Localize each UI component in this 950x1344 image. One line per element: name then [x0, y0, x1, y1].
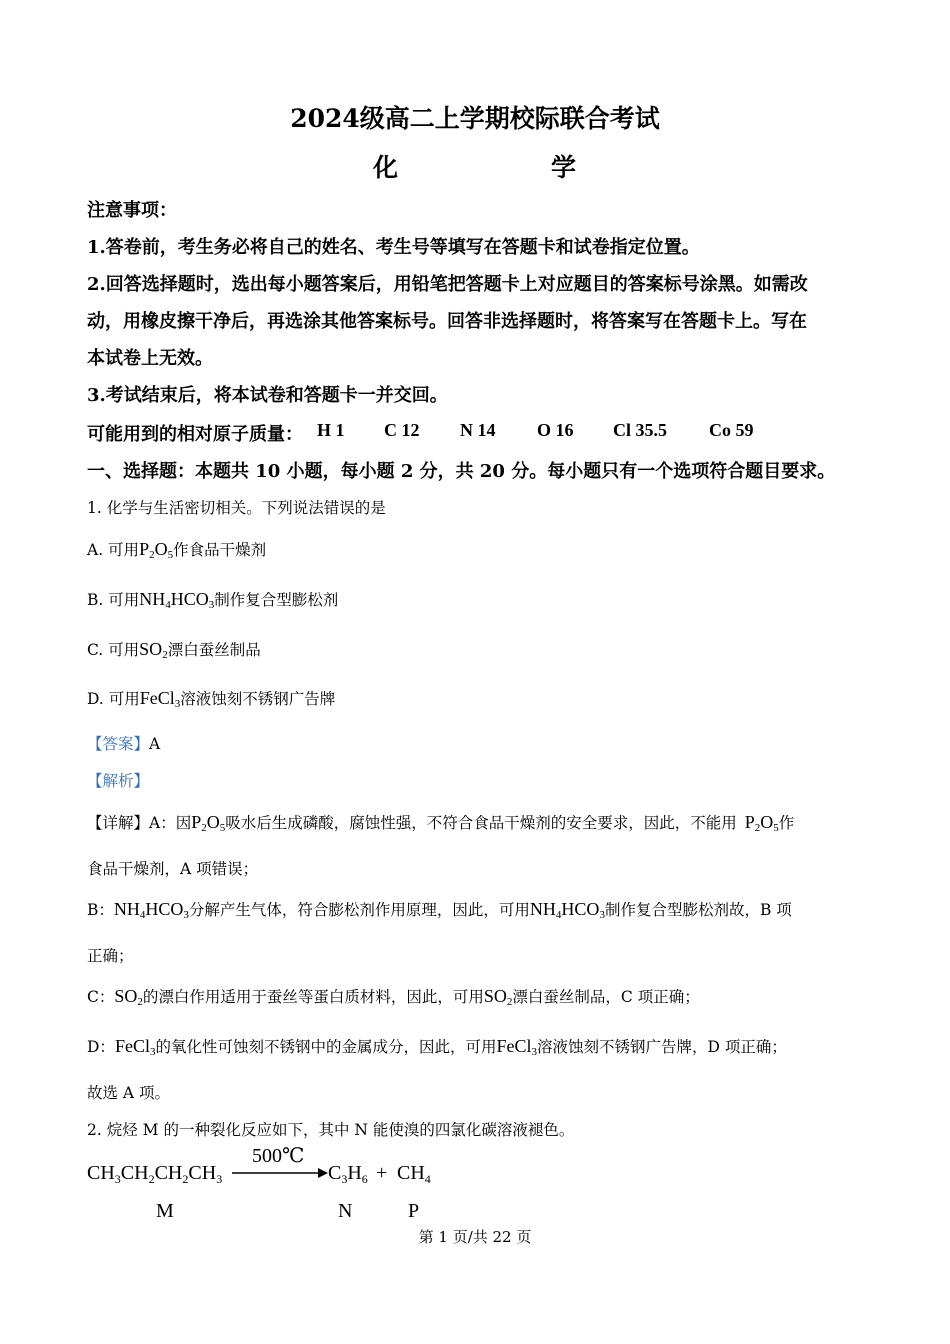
atomic-mass-c: C 12 [384, 420, 420, 440]
q1-option-c: C. 可用$SO_2$漂白蚕丝制品 [87, 639, 261, 661]
detail-a-line-1: 【详解】A：因$P_2O_5$吸水后生成磷酸，腐蚀性强，不符合食品干燥剂的安全要求，因此，不能用 $P_2O_5$作 [87, 812, 795, 834]
fecl3-formula: FeCl$_3$ [139, 688, 181, 710]
p2o5-formula: $P_2O_5$ [139, 539, 174, 561]
atomic-mass-o: O 16 [537, 420, 574, 440]
atomic-mass-cl: Cl 35.5 [613, 420, 667, 440]
notice-item-3: 3.考试结束后，将本试卷和答题卡一并交回。 [87, 385, 448, 406]
label-m: M [156, 1200, 174, 1222]
atomic-mass-label: 可能用到的相对原子质量： [87, 424, 303, 445]
exam-title: 2024级高二上学期校际联合考试 [290, 104, 660, 133]
label-n: N [338, 1200, 353, 1222]
product-methane: $CH_4$ [397, 1162, 431, 1186]
reactant-butane: $CH_3CH_2CH_2CH_3$ [87, 1162, 223, 1186]
product-propene: $C_3H_6$ [328, 1162, 368, 1186]
detail-label: 【详解】 [87, 814, 150, 832]
atomic-mass-n: N 14 [460, 420, 496, 440]
detail-c: C：$SO_2$的漂白作用适用于蚕丝等蛋白质材料，因此，可用$SO_2$漂白蚕丝制品，C 项正确； [87, 986, 700, 1008]
q1-answer [87, 732, 160, 754]
atomic-mass-h: H 1 [317, 420, 345, 440]
detail-d: D：FeCl$_3$的氧化性可蚀刻不锈钢中的金属成分，因此，可用FeCl$_3$溶液蚀刻不锈钢广告牌，D 项正确； [87, 1036, 787, 1058]
q1-option-d: D. 可用FeCl$_3$溶液蚀刻不锈钢广告牌 [87, 688, 336, 710]
answer-value: A [149, 735, 161, 753]
notice-item-2-line-2: 动，用橡皮擦干净后，再选涂其他答案标号。回答非选择题时，将答案写在答题卡上。写在 [87, 311, 807, 332]
q1-stem: 1. 化学与生活密切相关。下列说法错误的是 [87, 499, 386, 517]
so2-formula: $SO_2$ [139, 639, 168, 661]
label-p: P [408, 1200, 420, 1222]
analysis-label: 【解析】 [87, 772, 150, 790]
plus-sign: + [376, 1162, 388, 1184]
page-number: 第 1 页/共 22 页 [418, 1228, 532, 1246]
notice-item-2-line-3: 本试卷上无效。 [87, 348, 213, 369]
notice-heading: 注意事项： [87, 200, 177, 221]
notice-item-1: 1.答卷前，考生务必将自己的姓名、考生号等填写在答题卡和试卷指定位置。 [87, 237, 700, 258]
detail-a-line-2: 食品干燥剂，A 项错误； [87, 860, 259, 878]
atomic-mass-co: Co 59 [709, 420, 754, 440]
reaction-arrow-icon [232, 1166, 328, 1180]
subject-char-2: 学 [551, 153, 577, 182]
notice-item-2-line-1: 2.回答选择题时，选出每小题答案后，用铅笔把答题卡上对应题目的答案标号涂黑。如需改 [87, 274, 808, 295]
q1-option-a: A. 可用$P_2O_5$作食品干燥剂 [87, 539, 267, 561]
answer-label: 【答案】 [87, 735, 150, 753]
detail-b-line-1: B：$NH_4HCO_3$分解产生气体，符合膨松剂作用原理，因此，可用$NH_4HCO_3$制作复合型膨松剂故，B 项 [87, 899, 792, 921]
nh4hco3-formula: $NH_4HCO_3$ [139, 589, 215, 611]
q1-conclusion: 故选 A 项。 [87, 1084, 171, 1102]
q1-option-b: B. 可用$NH_4HCO_3$制作复合型膨松剂 [87, 589, 339, 611]
detail-b-line-2: 正确； [87, 947, 134, 965]
q2-stem: 2. 烷烃 M 的一种裂化反应如下，其中 N 能使溴的四氯化碳溶液褪色。 [87, 1121, 575, 1139]
subject-char-1: 化 [373, 153, 399, 182]
reaction-condition: 500℃ [252, 1145, 305, 1167]
section-1-heading: 一、选择题：本题共 10 小题，每小题 2 分，共 20 分。每小题只有一个选项符合题目要求。 [87, 461, 836, 482]
